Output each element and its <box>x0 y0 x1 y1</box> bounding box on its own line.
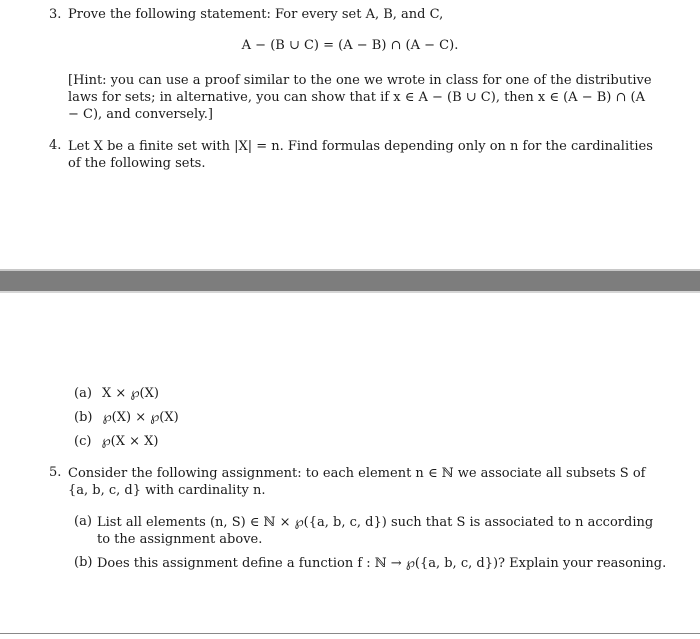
problem-3-equation: A − (B ∪ C) = (A − B) ∩ (A − C). <box>241 38 459 53</box>
problem-4-item-c-label: (c) <box>74 434 92 449</box>
problem-5-statement: Consider the following assignment: to each element n ∈ ℕ we associate all subsets S of {a, b, c, d} with cardinality n. <box>68 466 646 498</box>
problem-5-item-a-text: List all elements (n, S) ∈ ℕ × ℘({a, b, c, d}) such that S is associated to n according to the assignment above. <box>97 515 654 547</box>
problem-4-item-b-text: ℘(X) × ℘(X) <box>102 410 179 425</box>
bottom-border-line <box>0 633 700 634</box>
problem-4-item-b <box>74 410 179 425</box>
separator-edge-bottom <box>0 291 700 293</box>
problem-4-item-c <box>74 434 158 449</box>
problem-4-item-b-label: (b) <box>74 410 93 425</box>
problem-4-item-a-text: X × ℘(X) <box>102 386 159 401</box>
problem-4-statement: Let X be a finite set with |X| = n. Find formulas depending only on n for the cardinalities of the following sets. <box>68 139 653 171</box>
problem-4-item-c-text: ℘(X × X) <box>101 434 159 449</box>
problem-4-number: 4. <box>49 138 62 153</box>
problem-5-item-b-label: (b) <box>74 555 93 570</box>
problem-3-hint: [Hint: you can use a proof similar to the one we wrote in class for one of the distributive laws for sets; in alternative, you can show that if x ∈ A − (B ∪ C), then x ∈ (A − B) ∩ (A − C), and conversely.] <box>68 73 652 122</box>
problem-5-item-a-label: (a) <box>74 514 92 529</box>
problem-5-item-b-text: Does this assignment define a function f : ℕ → ℘({a, b, c, d})? Explain your reasoning. <box>97 556 667 571</box>
page-separator-band <box>0 271 700 291</box>
problem-5-number: 5. <box>49 465 62 480</box>
problem-4-item-a <box>74 386 159 401</box>
problem-4-item-a-label: (a) <box>74 386 92 401</box>
problem-3-statement: Prove the following statement: For every set A, B, and C, <box>68 7 444 22</box>
problem-3-number: 3. <box>49 7 62 22</box>
